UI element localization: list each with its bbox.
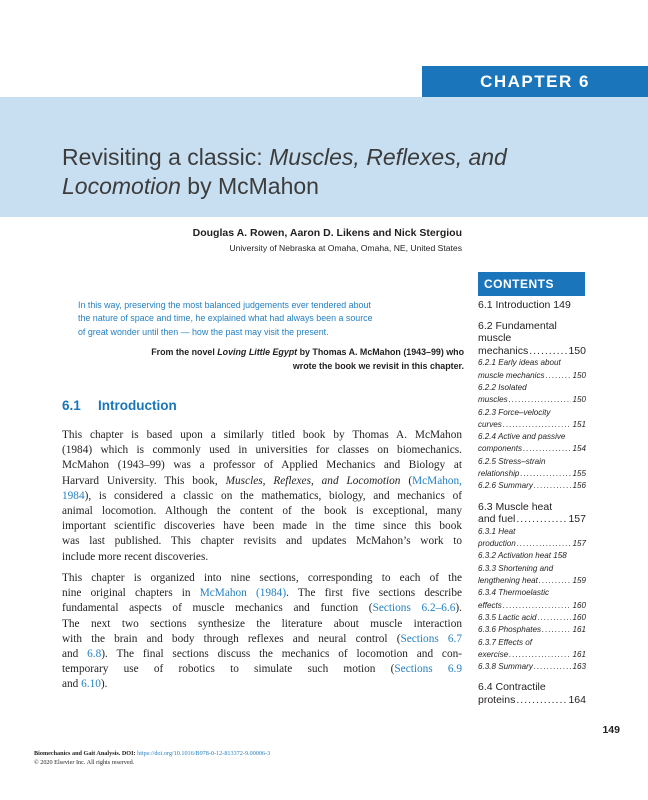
text-fragment: and: [62, 678, 82, 691]
toc-leader: [534, 661, 572, 673]
footer: [34, 749, 270, 767]
toc-text: 6.3.7 Effects of: [478, 637, 532, 647]
toc-leader: [539, 575, 572, 587]
table-of-contents: [478, 299, 586, 707]
toc-item-6-2-5[interactable]: [478, 456, 586, 481]
toc-row: [478, 649, 586, 661]
toc-leader: [503, 419, 572, 431]
toc-leader: [520, 468, 571, 480]
toc-page: 163: [572, 662, 586, 672]
toc-leader: [516, 694, 567, 707]
toc-text: relationship: [478, 469, 520, 479]
toc-page: 156: [572, 481, 586, 491]
chapter-label: CHAPTER 6: [422, 66, 648, 97]
text-line: was last published. This chapter revisits and updates McMahon’s work to: [62, 535, 462, 548]
toc-item-6-3[interactable]: [478, 501, 586, 526]
section-link[interactable]: Sections 6.7: [400, 632, 462, 645]
toc-row: [478, 575, 586, 587]
section-heading: [62, 398, 177, 413]
text-fragment: ). The final sections discuss the mechanics of locomotion and con-: [101, 648, 463, 661]
epigraph-source-book: Loving Little Egypt: [217, 347, 298, 357]
text-line: This chapter is based upon a similarly titled book by Thomas A. McMahon: [62, 429, 462, 441]
toc-row: [478, 513, 586, 526]
epigraph-source-prefix: From the novel: [151, 347, 218, 357]
toc-item-6-2-4[interactable]: [478, 431, 586, 456]
toc-item-6-3-5[interactable]: [478, 612, 586, 624]
text-fragment: ).: [455, 602, 462, 615]
text-fragment: with the brain and body through reflexes and neural control (: [62, 632, 401, 645]
toc-text: muscles: [478, 395, 508, 405]
chapter-title: [62, 143, 507, 201]
text-line: [62, 586, 462, 601]
toc-row: [478, 370, 586, 382]
toc-item-6-3-4[interactable]: [478, 587, 586, 612]
toc-item-6-3-8[interactable]: [478, 661, 586, 673]
text-line: [62, 647, 462, 662]
toc-item-6-3-7[interactable]: [478, 637, 586, 662]
toc-item-6-3-1[interactable]: [478, 526, 586, 551]
toc-item-6-4[interactable]: [478, 681, 586, 706]
epigraph-quote: [78, 299, 462, 339]
toc-item-6-2-6[interactable]: [478, 480, 586, 492]
citation-link[interactable]: 1984: [62, 489, 85, 502]
text-line: The next two sections synthesize the literature about muscle interaction: [62, 617, 462, 630]
text-line: animal locomotion. Although the content of the book is exceptional, many: [62, 505, 462, 518]
title-line2-plain: by McMahon: [180, 173, 319, 199]
toc-text: components: [478, 444, 523, 454]
section-link[interactable]: Sections 6.2–6.6: [372, 602, 456, 615]
toc-spacer: [478, 312, 586, 320]
toc-item-6-3-2[interactable]: [478, 550, 586, 562]
epigraph-line: of great wonder until then — how the past may visit the present.: [78, 326, 329, 337]
toc-row: [478, 419, 586, 431]
text-line: Harvard University. This book, Muscles, Reflexes, and Locomotion (McMahon,: [62, 474, 462, 487]
toc-item-6-2-1[interactable]: [478, 357, 586, 382]
text-line: [62, 662, 462, 677]
toc-page: 155: [572, 469, 586, 479]
text-fragment: Harvard University. This book,: [62, 474, 226, 487]
authors: Douglas A. Rowen, Aaron D. Likens and Nick Stergiou: [192, 227, 462, 239]
footer-book: Biomechanics and Gait Analysis. DOI:: [34, 750, 138, 757]
toc-page: 151: [572, 419, 586, 429]
text-line: (1984) which is commonly used in universities for classes on biomechanics.: [62, 444, 462, 457]
text-fragment: nine original chapters in: [62, 587, 200, 600]
toc-page: 150: [568, 344, 586, 357]
book-title-italic: Muscles, Reflexes, and Locomotion: [225, 474, 401, 487]
toc-leader: [516, 513, 567, 526]
section-title: Introduction: [98, 398, 177, 413]
toc-row: [478, 345, 586, 358]
doi-link[interactable]: https://doi.org/10.1016/B978-0-12-813372-9.00006-3: [137, 750, 271, 757]
toc-leader: [517, 538, 572, 550]
toc-text: 6.3.8 Summary: [478, 662, 533, 672]
toc-item-6-2-3[interactable]: [478, 407, 586, 432]
toc-text: 6.2 Fundamental: [478, 319, 557, 332]
toc-text: 6.3.2 Activation heat 158: [478, 551, 567, 561]
toc-page: 150: [572, 370, 586, 380]
text-line: McMahon (1943–99) was a professor of Applied Mechanics and Biology at: [62, 459, 462, 472]
toc-row: [478, 538, 586, 550]
toc-leader: [509, 649, 571, 661]
epigraph-source: [78, 346, 464, 373]
toc-leader: [523, 443, 571, 455]
toc-text: muscle: [478, 332, 512, 345]
toc-text: proteins: [478, 693, 516, 706]
toc-text: mechanics: [478, 344, 529, 357]
title-line1-italic: Muscles, Reflexes, and: [269, 144, 507, 170]
toc-leader: [542, 624, 571, 636]
toc-text: 6.2.3 Force–velocity: [478, 407, 551, 417]
toc-text: curves: [478, 419, 502, 429]
text-line: [62, 601, 462, 616]
toc-text: and fuel: [478, 513, 516, 526]
section-number: 6.1: [62, 398, 81, 413]
contents-label: CONTENTS: [478, 272, 585, 296]
text-line: include more recent discoveries.: [62, 550, 209, 563]
section-link[interactable]: 6.8: [87, 648, 102, 661]
toc-page: 150: [572, 395, 586, 405]
toc-text: 6.3.6 Phosphates: [478, 625, 541, 635]
text-line: [62, 677, 462, 692]
toc-text: 6.3.3 Shortening and: [478, 563, 554, 573]
toc-row: [478, 480, 586, 492]
toc-page: 161: [572, 625, 586, 635]
page-number: 149: [602, 724, 620, 736]
toc-page: 154: [572, 444, 586, 454]
text-fragment: temporary use of robotics to simulate such motion (: [62, 663, 395, 676]
toc-text: 6.2.5 Stress–strain: [478, 456, 546, 466]
toc-page: 160: [572, 600, 586, 610]
epigraph-line: In this way, preserving the most balanced judgements ever tendered about: [78, 300, 371, 310]
toc-leader: [503, 600, 572, 612]
toc-text: 6.3.4 Thermoelastic: [478, 588, 550, 598]
text-line: [62, 632, 462, 647]
text-fragment: ), is considered a classic on the mathematics, biology, and mechanics of: [84, 489, 462, 502]
text-fragment: and: [62, 648, 88, 661]
text-line: This chapter is organized into nine sections, corresponding to each of the: [62, 572, 462, 584]
text-fragment: ).: [100, 678, 108, 691]
epigraph-source-line2: wrote the book we revisit in this chapter.: [292, 360, 464, 371]
toc-text: 6.2.6 Summary: [478, 481, 533, 491]
toc-row: [478, 394, 586, 406]
citation-link[interactable]: McMahon (1984): [199, 587, 287, 600]
text-fragment: . The first five sections describe: [286, 587, 462, 600]
toc-page: 164: [568, 693, 586, 706]
toc-leader: [509, 394, 572, 406]
toc-text: 6.1 Introduction 149: [478, 299, 571, 311]
toc-item-6-3-3[interactable]: [478, 563, 586, 588]
section-link[interactable]: Sections 6.9: [394, 663, 462, 676]
toc-row: [478, 468, 586, 480]
epigraph-source-suffix: by Thomas A. McMahon (1943–99) who: [297, 347, 464, 357]
toc-leader: [538, 612, 572, 624]
toc-text: production: [478, 539, 516, 549]
toc-text: lengthening heat: [478, 576, 538, 586]
toc-row: [478, 661, 586, 673]
citation-link[interactable]: McMahon,: [412, 474, 462, 487]
toc-row: [478, 443, 586, 455]
toc-text: 6.3 Muscle heat: [478, 500, 553, 513]
toc-item-6-2-2[interactable]: [478, 382, 586, 407]
toc-item-6-2[interactable]: [478, 320, 586, 358]
toc-text: exercise: [478, 649, 509, 659]
toc-text: effects: [478, 600, 502, 610]
toc-text: 6.2.2 Isolated: [478, 382, 527, 392]
toc-page: 157: [568, 513, 586, 526]
footer-copyright: © 2020 Elsevier Inc. All rights reserved.: [34, 759, 135, 766]
toc-leader: [529, 345, 567, 358]
toc-row: [478, 624, 586, 636]
toc-text: 6.2.1 Early ideas about: [478, 358, 561, 368]
toc-leader: [546, 370, 572, 382]
epigraph-line: the nature of space and time, he explained what had always been a source: [78, 313, 373, 324]
affiliation: University of Nebraska at Omaha, Omaha, NE, United States: [229, 243, 462, 253]
toc-leader: [534, 480, 572, 492]
title-line2-italic: Locomotion: [62, 173, 181, 199]
toc-text: 6.4 Contractile: [478, 681, 546, 694]
text-line: [62, 489, 462, 504]
toc-row: [478, 612, 586, 624]
toc-text: muscle mechanics: [478, 370, 545, 380]
toc-text: 6.2.4 Active and passive: [478, 432, 566, 442]
title-line1-plain: Revisiting a classic:: [62, 144, 270, 170]
intro-paragraph-2: [62, 571, 462, 693]
toc-row: [478, 694, 586, 707]
text-fragment: fundamental aspects of muscle mechanics and function (: [62, 602, 373, 615]
toc-page: 160: [572, 612, 586, 622]
toc-text: 6.3.5 Lactic acid: [478, 612, 537, 622]
intro-paragraph-1: [62, 428, 462, 565]
toc-spacer: [478, 493, 586, 501]
toc-row: [478, 600, 586, 612]
toc-spacer: [478, 673, 586, 681]
toc-text: 6.3.1 Heat: [478, 526, 516, 536]
section-link[interactable]: 6.10: [81, 678, 101, 691]
toc-page: 159: [572, 576, 586, 586]
toc-page: 157: [572, 539, 586, 549]
toc-item-6-3-6[interactable]: [478, 624, 586, 636]
text-line: important scientific discoveries have been made in the time since this book: [62, 520, 462, 533]
toc-page: 161: [572, 649, 586, 659]
toc-item-6-1[interactable]: [478, 299, 586, 312]
